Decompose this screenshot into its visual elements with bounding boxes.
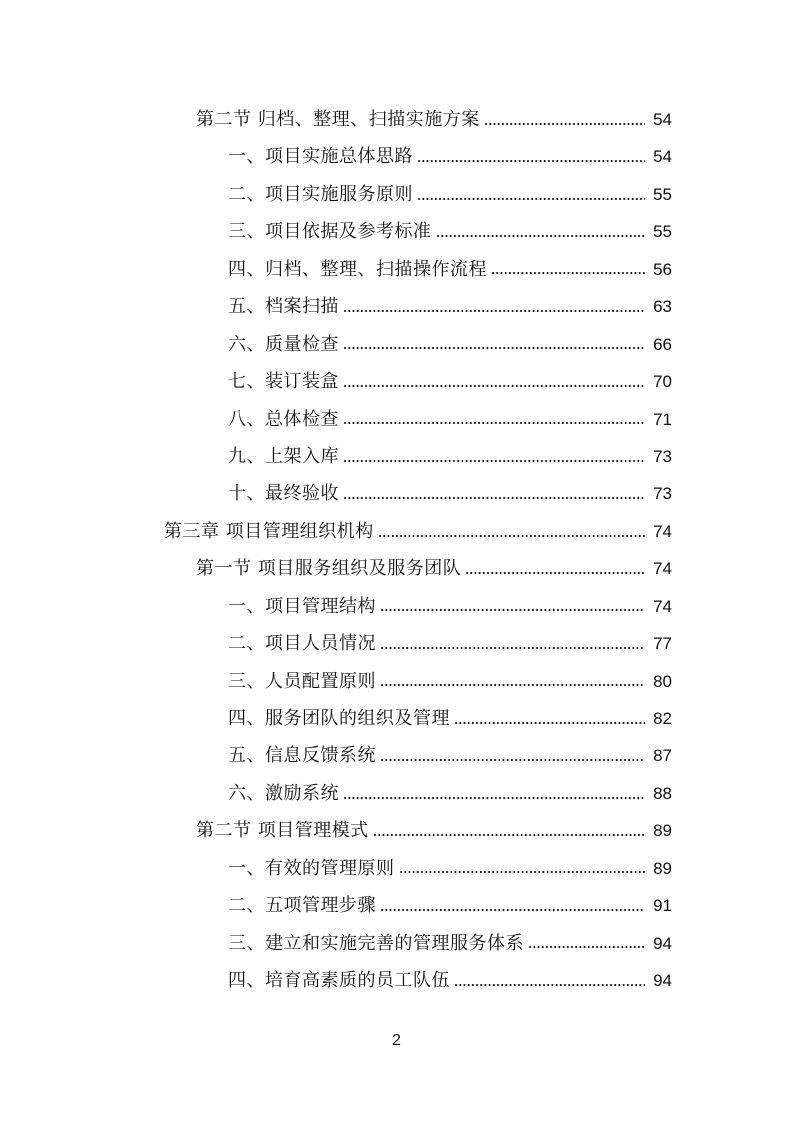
toc-entry-title: 五、档案扫描 <box>228 296 339 318</box>
dot-leader <box>454 984 645 986</box>
toc-entry[interactable] <box>0 475 793 512</box>
toc-entry-title: 第三章 项目管理组织机构 <box>164 520 374 542</box>
toc-entry-title: 一、有效的管理原则 <box>228 857 395 879</box>
toc-entry-page: 73 <box>653 484 672 504</box>
dot-leader <box>491 272 645 274</box>
toc-entry[interactable] <box>0 176 793 213</box>
dot-leader <box>373 834 645 836</box>
dot-leader <box>454 722 645 724</box>
dot-leader <box>343 460 645 462</box>
toc-entry-title: 第二节 归档、整理、扫描实施方案 <box>196 109 480 130</box>
toc-entry-page: 56 <box>653 259 672 279</box>
toc-entry-page: 55 <box>653 222 672 242</box>
toc-entry-title: 四、归档、整理、扫描操作流程 <box>228 258 487 280</box>
toc-entry-title: 十、最终验收 <box>228 483 339 505</box>
toc-entry-page: 54 <box>653 147 672 167</box>
toc-entry-title: 六、激励系统 <box>228 782 339 804</box>
toc-entry[interactable] <box>0 962 793 999</box>
dot-leader <box>343 422 645 424</box>
toc-entry[interactable] <box>0 101 793 138</box>
dot-leader <box>343 347 645 349</box>
toc-entry-page: 54 <box>653 110 672 129</box>
table-of-contents <box>0 101 793 1000</box>
toc-entry-page: 74 <box>653 559 672 579</box>
dot-leader <box>465 572 645 574</box>
dot-leader <box>343 385 645 387</box>
toc-entry-page: 74 <box>653 521 672 541</box>
toc-entry-page: 94 <box>653 933 672 953</box>
dot-leader <box>484 123 645 125</box>
toc-entry-title: 二、项目实施服务原则 <box>228 183 413 205</box>
toc-entry-title: 八、总体检查 <box>228 408 339 430</box>
toc-entry[interactable] <box>0 663 793 700</box>
toc-entry[interactable] <box>0 438 793 475</box>
toc-entry[interactable] <box>0 887 793 924</box>
toc-entry[interactable] <box>0 213 793 250</box>
toc-entry[interactable] <box>0 326 793 363</box>
toc-entry[interactable] <box>0 138 793 175</box>
toc-entry-title: 三、人员配置原则 <box>228 670 376 692</box>
toc-entry-page: 80 <box>653 671 672 691</box>
dot-leader <box>380 909 645 911</box>
toc-entry-title: 一、项目管理结构 <box>228 595 376 617</box>
toc-entry-title: 七、装订装盒 <box>228 371 339 393</box>
toc-entry-page: 63 <box>653 297 672 317</box>
dot-leader <box>417 160 645 162</box>
toc-entry-title: 二、五项管理步骤 <box>228 895 376 917</box>
toc-entry-section[interactable] <box>0 550 793 587</box>
toc-entry-title: 第一节 项目服务组织及服务团队 <box>196 558 462 580</box>
toc-entry[interactable] <box>0 850 793 887</box>
toc-entry-title: 四、服务团队的组织及管理 <box>228 708 450 729</box>
toc-entry-page: 88 <box>653 783 672 803</box>
toc-entry-page: 89 <box>653 858 672 878</box>
dot-leader <box>343 497 645 499</box>
toc-entry-title: 一、项目实施总体思路 <box>228 146 413 168</box>
dot-leader <box>343 310 645 312</box>
toc-entry-title: 九、上架入库 <box>228 445 339 467</box>
toc-entry[interactable] <box>0 363 793 400</box>
toc-entry-page: 87 <box>653 746 672 766</box>
toc-entry[interactable] <box>0 251 793 288</box>
toc-entry-page: 94 <box>653 971 672 991</box>
toc-entry-page: 89 <box>653 821 672 841</box>
toc-entry-chapter[interactable] <box>0 513 793 550</box>
dot-leader <box>380 609 645 611</box>
toc-entry-page: 77 <box>653 634 672 654</box>
toc-entry-page: 91 <box>653 896 672 916</box>
toc-entry-page: 82 <box>653 709 672 728</box>
dot-leader <box>380 759 645 761</box>
toc-entry-page: 55 <box>653 184 672 204</box>
toc-entry[interactable] <box>0 775 793 812</box>
toc-entry-title: 六、质量检查 <box>228 333 339 355</box>
toc-entry[interactable] <box>0 588 793 625</box>
dot-leader <box>417 198 645 200</box>
toc-entry[interactable] <box>0 401 793 438</box>
toc-entry-section[interactable] <box>0 812 793 849</box>
toc-entry-title: 三、项目依据及参考标准 <box>228 221 432 243</box>
toc-entry[interactable] <box>0 288 793 325</box>
toc-entry-title: 五、信息反馈系统 <box>228 745 376 767</box>
toc-entry[interactable] <box>0 625 793 662</box>
toc-entry[interactable] <box>0 925 793 962</box>
dot-leader <box>436 235 646 237</box>
toc-entry-page: 74 <box>653 596 672 616</box>
toc-entry-title: 三、建立和实施完善的管理服务体系 <box>228 932 524 954</box>
dot-leader <box>528 946 645 948</box>
toc-entry-page: 66 <box>653 334 672 354</box>
dot-leader <box>399 871 646 873</box>
toc-entry-page: 73 <box>653 446 672 466</box>
toc-entry[interactable] <box>0 700 793 737</box>
dot-leader <box>378 535 645 537</box>
dot-leader <box>380 684 645 686</box>
dot-leader <box>343 797 645 799</box>
toc-entry[interactable] <box>0 737 793 774</box>
toc-entry-page: 71 <box>653 409 672 429</box>
toc-entry-page: 70 <box>653 372 672 392</box>
toc-entry-title: 二、项目人员情况 <box>228 633 376 655</box>
toc-entry-title: 四、培育高素质的员工队伍 <box>228 970 450 992</box>
dot-leader <box>380 647 645 649</box>
page-number: 2 <box>392 1032 401 1049</box>
toc-entry-title: 第二节 项目管理模式 <box>196 820 369 842</box>
